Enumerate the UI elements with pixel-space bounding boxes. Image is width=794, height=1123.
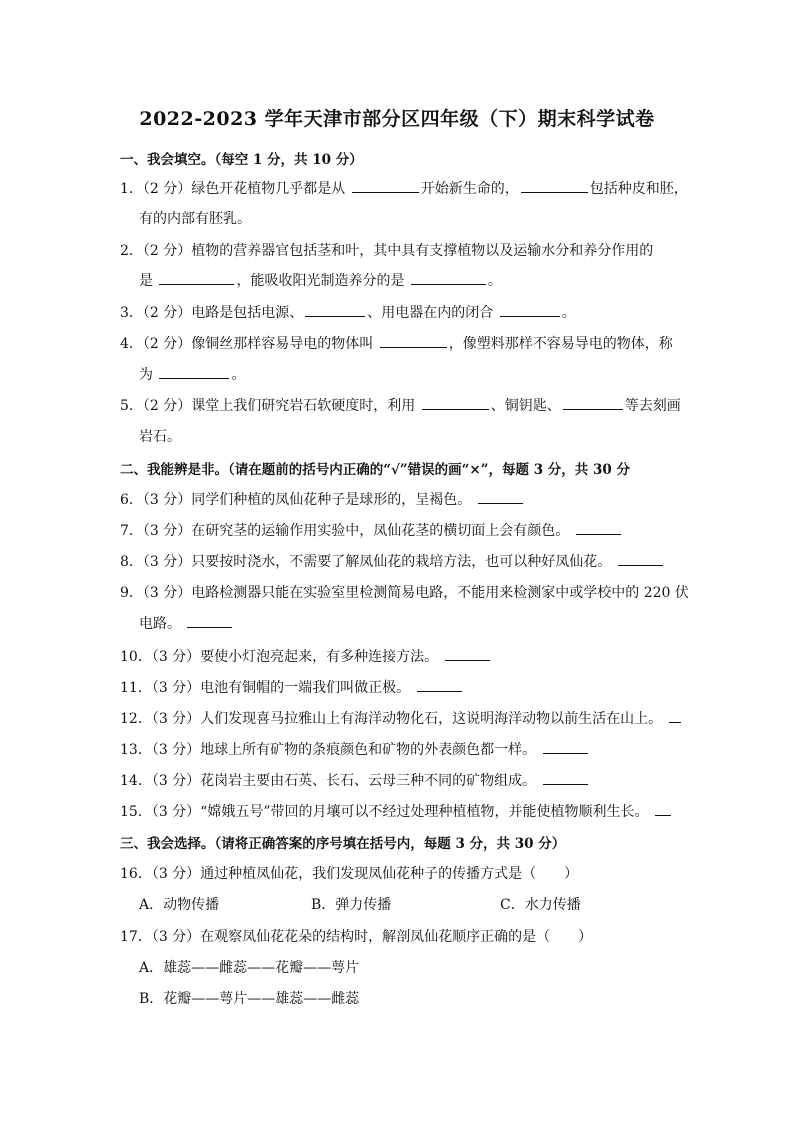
q13-answer-blank[interactable] — [543, 739, 588, 754]
q12-answer-blank[interactable] — [669, 708, 681, 723]
question-11 — [120, 677, 464, 697]
q7-text: 7．（3 分）在研究茎的运输作用实验中，凤仙花茎的横切面上会有颜色。 — [120, 523, 570, 539]
q3-blank-2[interactable] — [500, 302, 560, 317]
q16-option-a[interactable]: A．动物传播 — [139, 897, 220, 913]
q2-text-d: 。 — [487, 273, 502, 289]
question-1 — [120, 178, 688, 198]
q15-answer-blank[interactable] — [655, 801, 671, 816]
question-6 — [120, 489, 525, 509]
q5-blank-2[interactable] — [563, 395, 623, 410]
q5-continuation: 岩石。 — [139, 429, 181, 445]
q1-blank-1[interactable] — [352, 178, 419, 193]
q9-text-b: 电路。 — [139, 616, 181, 632]
q2-blank-2[interactable] — [411, 270, 486, 285]
q6-answer-blank[interactable] — [478, 489, 523, 504]
q5-text-b: 、铜钥匙、 — [490, 398, 561, 414]
section-3-heading: 三、我会选择。（请将正确答案的序号填在括号内，每题 3 分，共 30 分） — [120, 836, 566, 852]
question-7 — [120, 520, 623, 540]
question-4 — [120, 333, 673, 353]
q3-text-c: 。 — [561, 305, 576, 321]
question-2: 2．（2 分）植物的营养器官包括茎和叶，其中具有支撑植物以及运输水分和养分作用的 — [120, 243, 654, 259]
q11-answer-blank[interactable] — [417, 677, 462, 692]
q12-text: 12．（3 分）人们发现喜马拉雅山上有海洋动物化石，这说明海洋动物以前生活在山上。 — [120, 711, 663, 727]
section-2-heading: 二、我能辨是非。（请在题前的括号内正确的“√”错误的画“×”，每题 3 分，共 30 分 — [120, 462, 630, 478]
q17-option-a[interactable]: A．雄蕊——雌蕊——花瓣——萼片 — [139, 960, 360, 976]
q3-text-a: 3．（2 分）电路是包括电源、 — [120, 305, 304, 321]
question-5 — [120, 395, 681, 415]
q14-text: 14．（3 分）花岗岩主要由石英、长石、云母三种不同的矿物组成。 — [120, 773, 537, 789]
question-10 — [120, 646, 492, 666]
question-12 — [120, 708, 683, 728]
q14-answer-blank[interactable] — [543, 770, 588, 785]
q4-blank-2[interactable] — [159, 364, 229, 379]
q2-text-b: 是 — [139, 273, 153, 289]
q6-text: 6．（3 分）同学们种植的凤仙花种子是球形的，呈褐色。 — [120, 492, 472, 508]
question-16-stem: 16．（3 分）通过种植凤仙花，我们发现凤仙花种子的传播方式是（ ） — [120, 866, 579, 882]
question-9: 9．（3 分）电路检测器只能在实验室里检测简易电路，不能用来检测家中或学校中的 220 伏 — [120, 585, 689, 601]
q11-text: 11．（3 分）电池有铜帽的一端我们叫做正极。 — [120, 680, 411, 696]
q2-continuation — [139, 270, 502, 290]
q1-continuation: 有的内部有胚乳。 — [139, 211, 251, 227]
question-17-stem: 17．（3 分）在观察凤仙花花朵的结构时，解剖凤仙花顺序正确的是（ ） — [120, 929, 593, 945]
q9-continuation — [139, 613, 234, 633]
q5-text-c: 等去刻画 — [624, 398, 681, 414]
q16-option-c[interactable]: C．水力传播 — [500, 897, 581, 913]
q1-blank-2[interactable] — [521, 178, 588, 193]
q16-option-b[interactable]: B．弹力传播 — [311, 897, 392, 913]
q17-option-b[interactable]: B．花瓣——萼片——雄蕊——雌蕊 — [139, 991, 360, 1007]
q15-text: 15．（3 分）“嫦娥五号”带回的月壤可以不经过处理种植植物，并能使植物顺利生长。 — [120, 804, 649, 820]
q10-text: 10．（3 分）要使小灯泡亮起来，有多种连接方法。 — [120, 649, 439, 665]
q7-answer-blank[interactable] — [576, 520, 621, 535]
question-15 — [120, 801, 673, 821]
q4-blank-1[interactable] — [380, 333, 447, 348]
q10-answer-blank[interactable] — [445, 646, 490, 661]
q4-continuation — [139, 364, 245, 384]
q8-answer-blank[interactable] — [618, 551, 663, 566]
q3-blank-1[interactable] — [305, 302, 365, 317]
q4-text-b: ，像塑料那样不容易导电的物体，称 — [448, 336, 673, 352]
q13-text: 13．（3 分）地球上所有矿物的条痕颜色和矿物的外表颜色都一样。 — [120, 742, 537, 758]
question-8 — [120, 551, 665, 571]
q5-text-a: 5．（2 分）课堂上我们研究岩石软硬度时，利用 — [120, 398, 416, 414]
question-14 — [120, 770, 590, 790]
q1-text-c: 包括种皮和胚， — [589, 181, 688, 197]
question-3 — [120, 302, 576, 322]
q2-text-c: ，能吸收阳光制造养分的是 — [236, 273, 405, 289]
q3-text-b: 、用电器在内的闭合 — [367, 305, 494, 321]
q5-blank-1[interactable] — [422, 395, 489, 410]
q1-text-a: 1．（2 分）绿色开花植物几乎都是从 — [120, 181, 346, 197]
page-title: 2022-2023 学年天津市部分区四年级（下）期末科学试卷 — [139, 108, 655, 130]
q4-text-d: 。 — [231, 367, 246, 383]
q4-text-c: 为 — [139, 367, 153, 383]
q2-blank-1[interactable] — [159, 270, 234, 285]
q8-text: 8．（3 分）只要按时浇水，不需要了解凤仙花的栽培方法，也可以种好凤仙花。 — [120, 554, 612, 570]
q4-text-a: 4．（2 分）像铜丝那样容易导电的物体叫 — [120, 336, 374, 352]
section-1-heading: 一、我会填空。（每空 1 分，共 10 分） — [120, 152, 363, 168]
q9-answer-blank[interactable] — [187, 613, 232, 628]
q1-text-b: 开始新生命的， — [420, 181, 519, 197]
question-13 — [120, 739, 590, 759]
